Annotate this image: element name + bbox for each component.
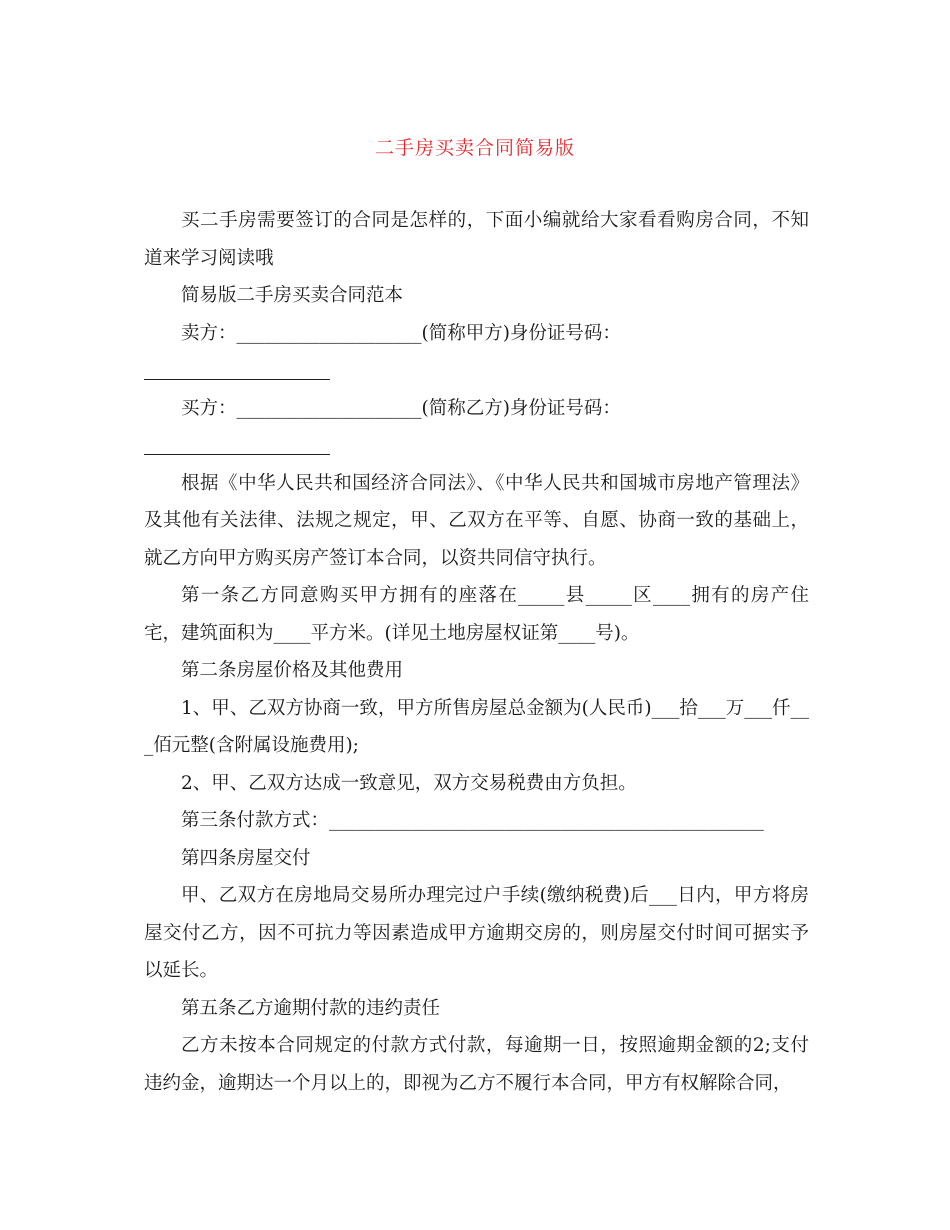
article2-item1: 1、甲、乙双方协商一致，甲方所售房屋总金额为(人民币)___拾___万___仟___佰元整(含附属设施费用); xyxy=(144,697,809,756)
article2-item2: 2、甲、乙双方达成一致意见，双方交易税费由方负担。 xyxy=(181,772,637,794)
article1-paragraph: 第一条乙方同意购买甲方拥有的座落在_____县_____区____拥有的房产住宅，建筑面积为____平方米。(详见土地房屋权证第____号)。 xyxy=(144,585,809,644)
preamble-paragraph: 根据《中华人民共和国经济合同法》、《中华人民共和国城市房地产管理法》及其他有关法律、法规之规定，甲、乙双方在平等、自愿、协商一致的基础上，就乙方向甲方购买房产签订本合同，以资共同信守执行。 xyxy=(144,472,809,569)
seller-id-blank xyxy=(144,352,809,390)
document-title: 二手房买卖合同简易版 xyxy=(374,137,575,159)
article5-heading: 第五条乙方逾期付款的违约责任 xyxy=(181,997,441,1019)
article4-heading: 第四条房屋交付 xyxy=(181,847,311,869)
article5-body: 乙方未按本合同规定的付款方式付款，每逾期一日，按照逾期金额的2;支付违约金，逾期达一个月以上的，即视为乙方不履行本合同，甲方有权解除合同， xyxy=(144,1035,809,1094)
seller-id-rule xyxy=(144,379,330,380)
buyer-line: 买方：____________________(简称乙方)身份证号码： xyxy=(181,397,621,419)
article4-body: 甲、乙双方在房地局交易所办理完过户手续(缴纳税费)后___日内，甲方将房屋交付乙方，因不可抗力等因素造成甲方逾期交房的，则房屋交付时间可据实予以延长。 xyxy=(144,885,809,981)
intro-paragraph: 买二手房需要签订的合同是怎样的，下面小编就给大家看看购房合同，不知道来学习阅读哦 xyxy=(144,210,809,269)
seller-line: 卖方：____________________(简称甲方)身份证号码： xyxy=(181,322,621,344)
article2-heading: 第二条房屋价格及其他费用 xyxy=(181,660,404,681)
document-body xyxy=(144,202,809,1102)
subtitle-paragraph: 简易版二手房买卖合同范本 xyxy=(181,285,404,306)
buyer-id-rule xyxy=(144,454,330,455)
buyer-id-blank xyxy=(144,427,809,465)
article3-paragraph: 第三条付款方式：_______________________________________________ xyxy=(181,810,764,831)
